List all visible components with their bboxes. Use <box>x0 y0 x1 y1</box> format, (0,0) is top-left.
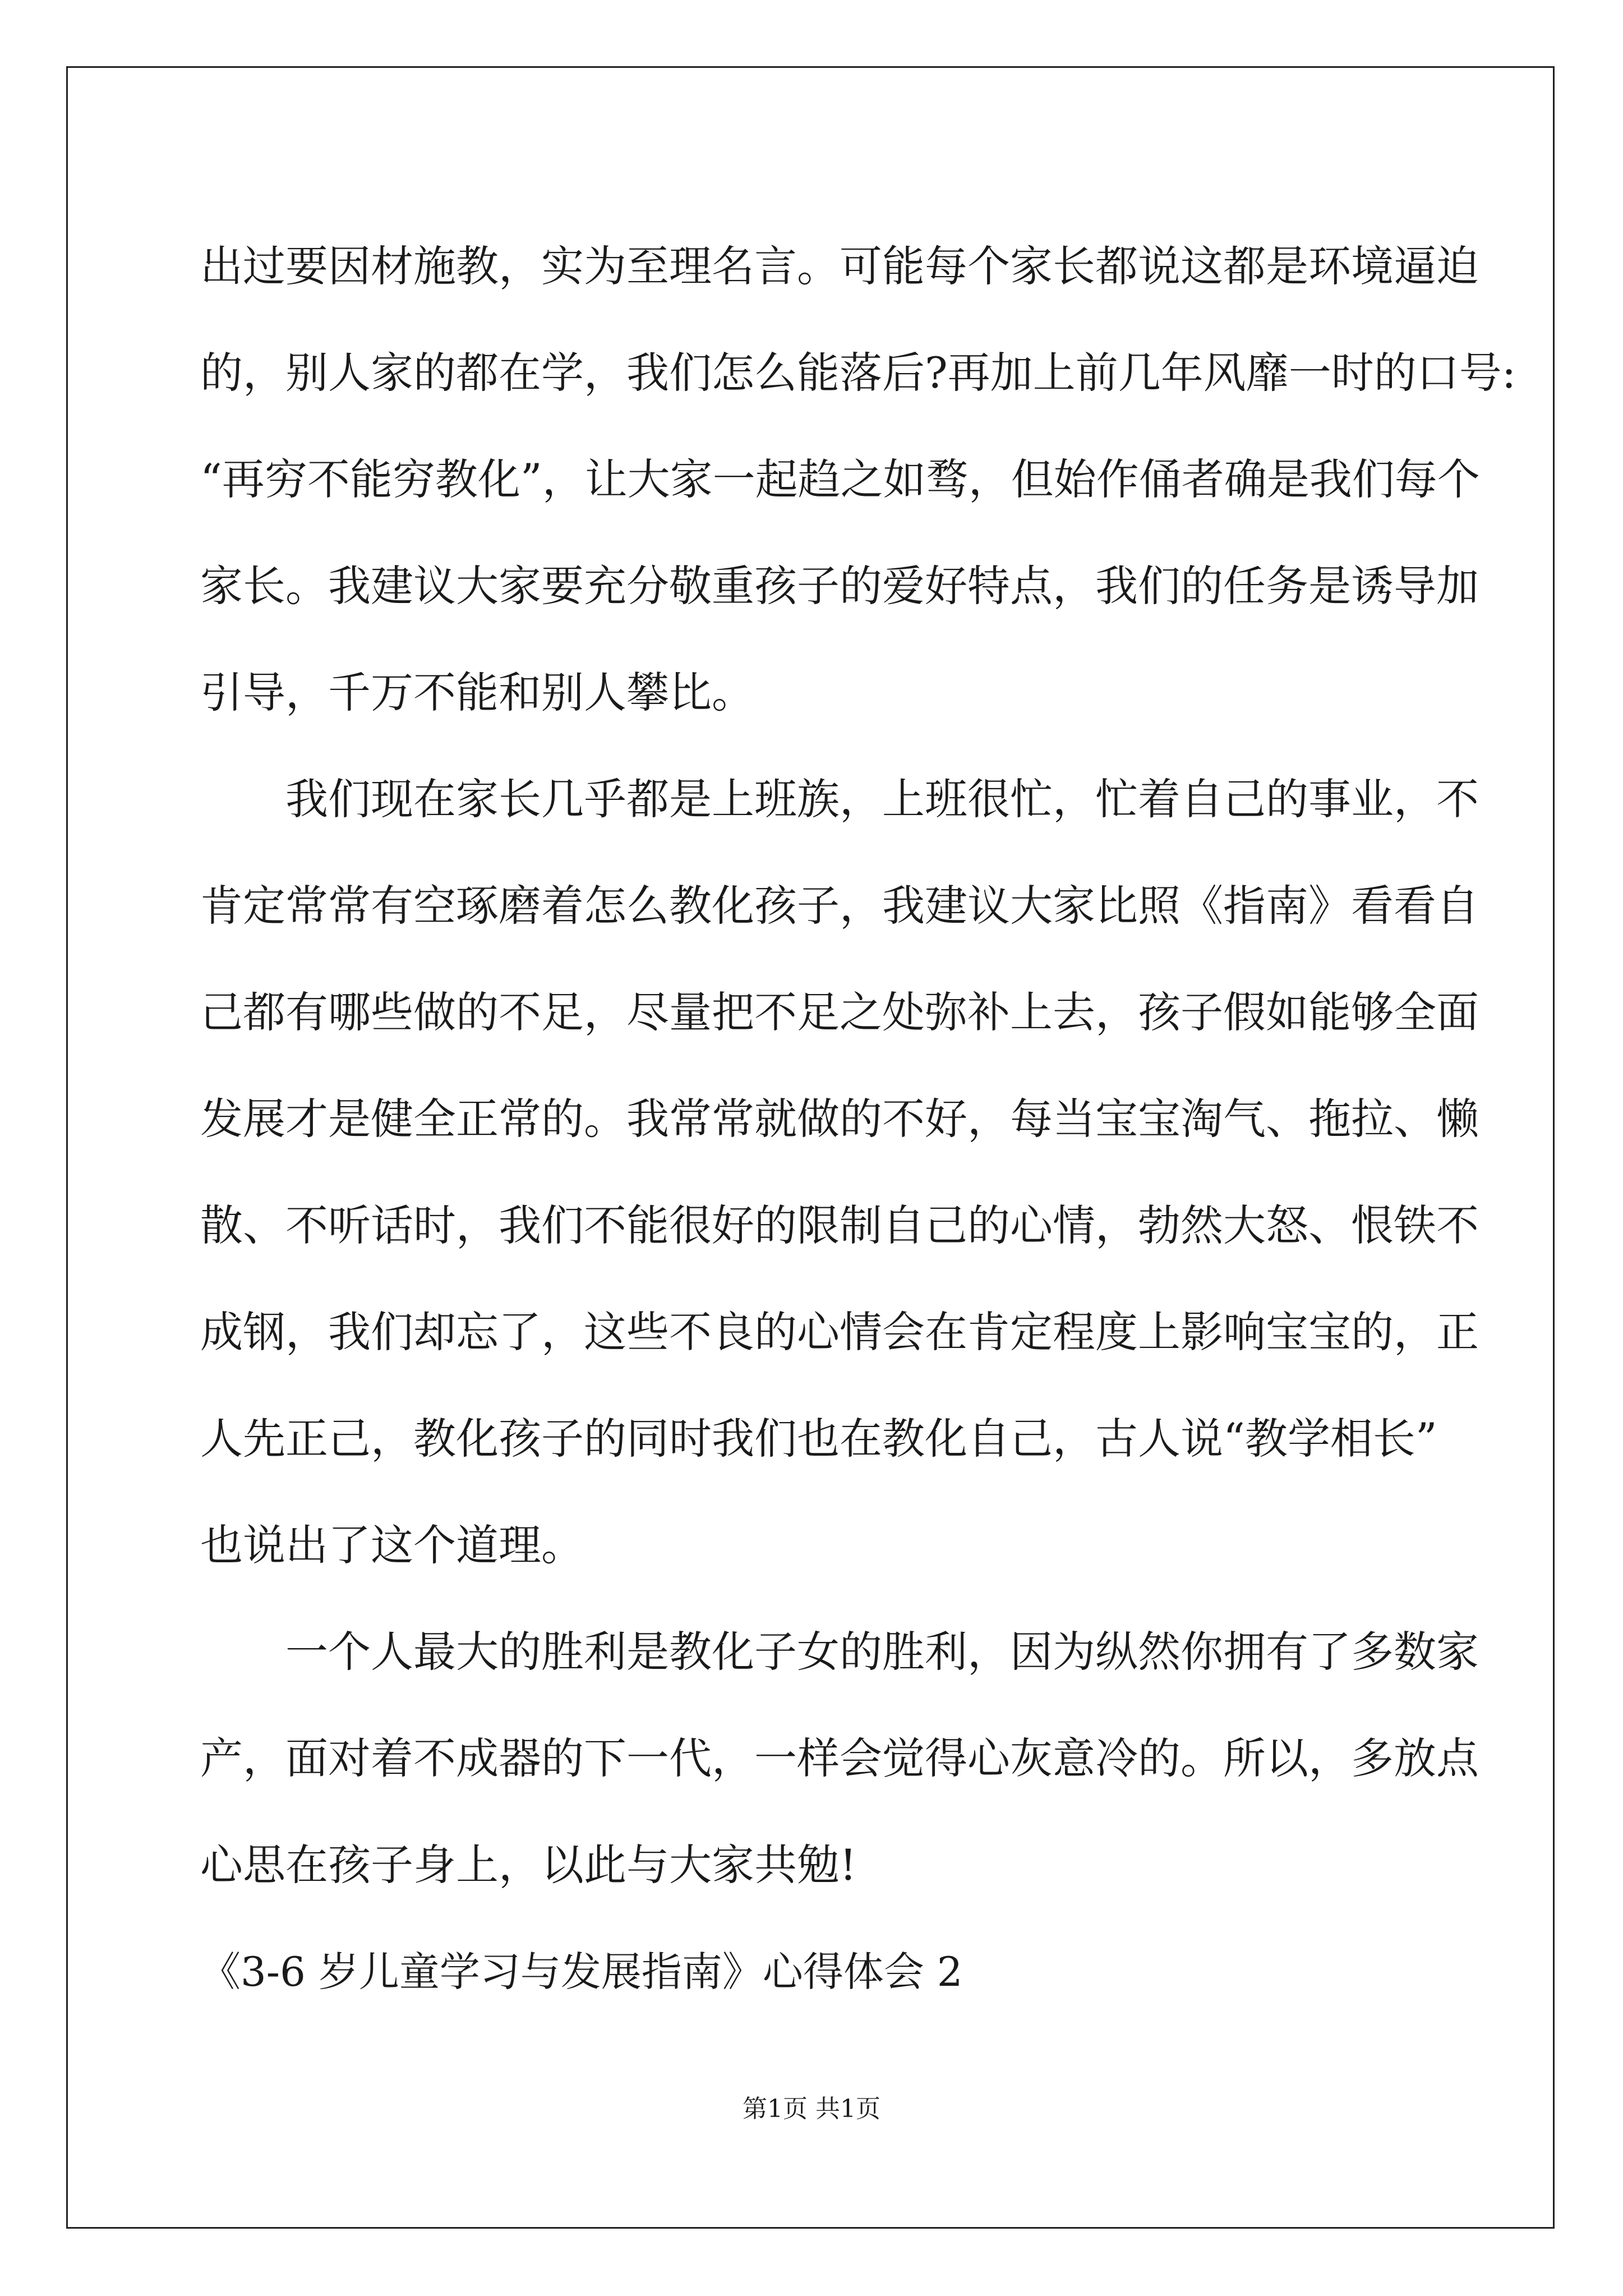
text-line: 人先正己，教化孩子的同时我们也在教化自己，古人说“教学相长” <box>200 1414 1437 1464</box>
text-line: 我们现在家长几乎都是上班族，上班很忙，忙着自己的事业，不 <box>285 774 1479 824</box>
text-line: 发展才是健全正常的。我常常就做的不好，每当宝宝淘气、拖拉、懒 <box>200 1094 1479 1144</box>
text-line: “再穷不能穷教化”，让大家一起趋之如骛，但始作俑者确是我们每个 <box>200 454 1480 504</box>
page-footer: 第1页 共1页 <box>743 2095 880 2123</box>
text-line: 心思在孩子身上，以此与大家共勉! <box>200 1840 857 1890</box>
text-line: 产，面对着不成器的下一代，一样会觉得心灰意冷的。所以，多放点 <box>200 1733 1479 1783</box>
paragraph-2 <box>200 746 1479 1599</box>
text-line: 一个人最大的胜利是教化子女的胜利，因为纵然你拥有了多数家 <box>285 1627 1479 1677</box>
paragraph-3 <box>200 1599 1479 1918</box>
text-line: 成钢，我们却忘了，这些不良的心情会在肯定程度上影响宝宝的，正 <box>200 1307 1479 1357</box>
text-line: 己都有哪些做的不足，尽量把不足之处弥补上去，孩子假如能够全面 <box>200 987 1479 1037</box>
text-line: 引导，千万不能和别人攀比。 <box>200 668 754 717</box>
text-line: 也说出了这个道理。 <box>200 1520 584 1570</box>
text-line: 的，别人家的都在学，我们怎么能落后?再加上前几年风靡一时的口号: <box>200 348 1516 398</box>
text-line: 出过要因材施教，实为至理名言。可能每个家长都说这都是环境逼迫 <box>200 241 1479 291</box>
text-line: 散、不听话时，我们不能很好的限制自己的心情，勃然大怒、恨铁不 <box>200 1200 1479 1250</box>
text-line: 家长。我建议大家要充分敬重孩子的爱好特点，我们的任务是诱导加 <box>200 561 1479 611</box>
paragraph-1 <box>200 213 1516 746</box>
text-line: 肯定常常有空琢磨着怎么教化孩子，我建议大家比照《指南》看看自 <box>200 881 1479 931</box>
document-body <box>200 213 1516 2025</box>
section-heading: 《3-6 岁儿童学习与发展指南》心得体会 2 <box>200 1948 963 1995</box>
